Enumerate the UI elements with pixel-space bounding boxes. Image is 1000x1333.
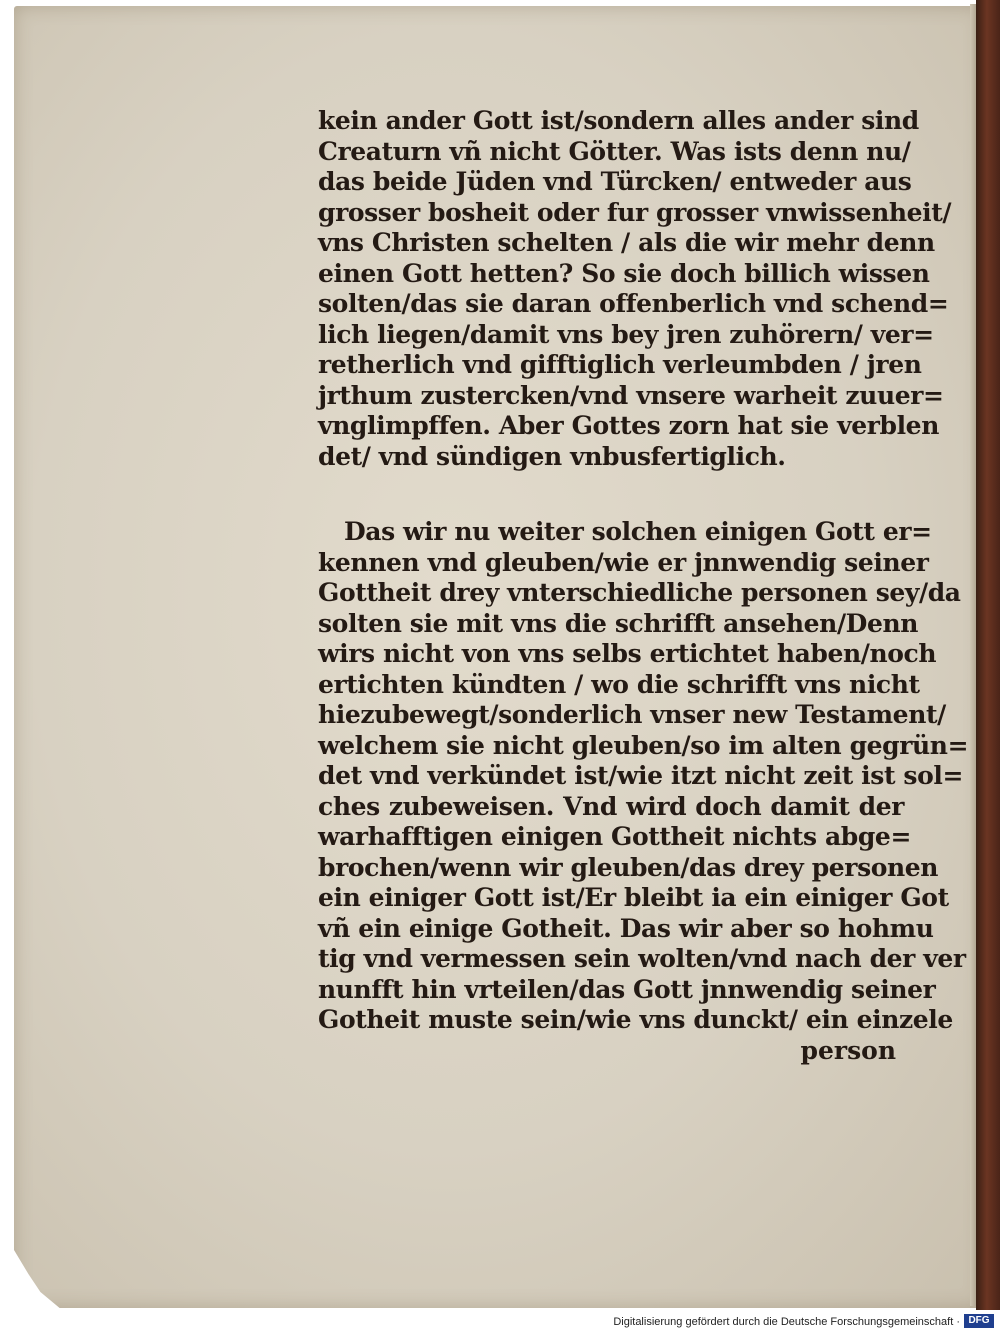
text-line: warhafftigen einigen Gottheit nichts abge= [318, 822, 911, 851]
text-line: jrthum zustercken/vnd vnsere warheit zuuer= [318, 380, 944, 410]
paragraph-2 [318, 517, 969, 1036]
text-line: Creaturn vñ nicht Götter. Was ists denn nu/ [318, 136, 911, 166]
text-line: vñ ein einige Gotheit. Das wir aber so hohmu [318, 913, 934, 943]
text-line: tig vnd vermessen sein wolten/vnd nach der ver [318, 944, 966, 973]
text-line: kein ander Gott ist/sondern alles ander sind [318, 106, 919, 135]
text-line: Gottheit drey vnterschiedliche personen sey/da [318, 578, 961, 607]
text-line: solten sie mit vns die schrifft ansehen/Denn [318, 608, 919, 638]
text-line: grosser bosheit oder fur grosser vnwissenheit/ [318, 197, 952, 227]
text-line: ein einiger Gott ist/Er bleibt ia ein einiger Got [318, 883, 949, 912]
text-line: kennen vnd gleuben/wie er jnnwendig seiner [318, 547, 929, 577]
text-line: wirs nicht von vns selbs ertichtet haben/noch [318, 639, 937, 668]
text-line: brochen/wenn wir gleuben/das drey personen [318, 852, 939, 882]
text-line: det vnd verkündet ist/wie itzt nicht zeit ist sol= [318, 761, 964, 790]
text-line: vns Christen schelten / als die wir mehr denn [318, 228, 935, 257]
text-line: hiezubewegt/sonderlich vnser new Testament/ [318, 700, 946, 729]
dfg-logo: DFG [964, 1314, 994, 1328]
paragraph-1 [318, 106, 952, 472]
text-block [318, 106, 969, 1066]
book-binding [976, 0, 1000, 1312]
text-line: Das wir nu weiter solchen einigen Gott er= [344, 517, 932, 546]
text-line: ches zubeweisen. Vnd wird doch damit der [318, 791, 904, 821]
text-line: ertichten kündten / wo die schrifft vns nicht [318, 669, 920, 699]
text-line: Gotheit muste sein/wie vns dunckt/ ein einzele [318, 1005, 953, 1034]
digitization-credit: Digitalisierung gefördert durch die Deutsche Forschungsgemeinschaft · [613, 1316, 960, 1328]
text-line: lich liegen/damit vns bey jren zuhörern/ ver= [318, 319, 934, 349]
text-line: einen Gott hetten? So sie doch billich wissen [318, 258, 930, 288]
text-line: solten/das sie daran offenberlich vnd schend= [318, 289, 949, 318]
text-line: welchem sie nicht gleuben/so im alten gegrün= [318, 730, 969, 760]
text-line: det/ vnd sündigen vnbusfertiglich. [318, 441, 786, 471]
text-line: das beide Jüden vnd Türcken/ entweder aus [318, 167, 912, 196]
text-line: vnglimpffen. Aber Gottes zorn hat sie verblen [318, 411, 939, 440]
text-line: retherlich vnd gifftiglich verleumbden / jren [318, 350, 922, 379]
catchword: person [800, 1035, 896, 1065]
text-line: nunfft hin vrteilen/das Gott jnnwendig seiner [318, 974, 936, 1004]
